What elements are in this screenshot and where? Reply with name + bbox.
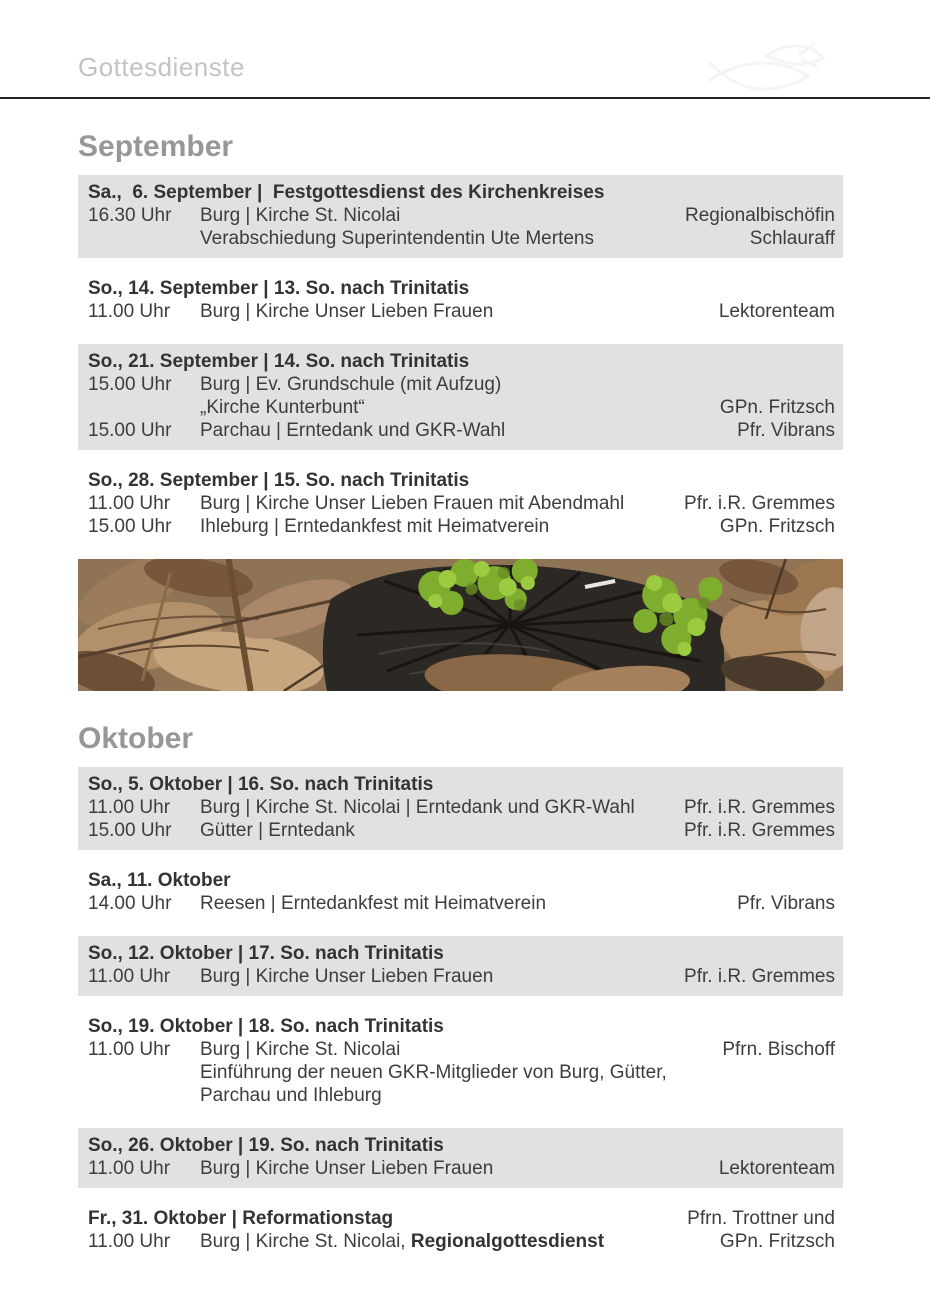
event-leader: Lektorenteam <box>718 301 835 322</box>
event-row <box>88 1038 835 1061</box>
event-date-title: So., 12. Oktober | 17. So. nach Trinitatis <box>88 943 444 964</box>
event-block <box>78 344 843 450</box>
event-block <box>78 271 843 331</box>
event-description-text: Gütter | Erntedank <box>200 820 355 841</box>
event-description-text: Burg | Kirche St. Nicolai | Erntedank und GKR-Wahl <box>200 797 635 818</box>
event-description-text: Burg | Kirche St. Nicolai <box>200 205 401 226</box>
event-description <box>200 1230 720 1253</box>
event-time: 15.00 Uhr <box>88 420 172 441</box>
event-leader: Pfrn. Bischoff <box>722 1039 835 1060</box>
event-description <box>200 492 684 515</box>
event-date-title: So., 5. Oktober | 16. So. nach Trinitatis <box>88 774 434 795</box>
event-time <box>88 1061 200 1084</box>
event-row <box>88 796 835 819</box>
event-block <box>78 863 843 923</box>
event-row <box>88 819 835 842</box>
event-leader: Pfr. i.R. Gremmes <box>684 493 835 514</box>
event-date-title: Fr., 31. Oktober | Reformationstag <box>88 1208 394 1229</box>
event-time: 15.00 Uhr <box>88 820 172 841</box>
event-block <box>78 1128 843 1188</box>
event-row <box>88 396 835 419</box>
event-description-text: Burg | Ev. Grundschule (mit Aufzug) <box>200 374 502 395</box>
event-leader: Pfr. i.R. Gremmes <box>684 797 835 818</box>
event-block <box>78 463 843 546</box>
event-description <box>200 515 720 538</box>
event-row <box>88 515 835 538</box>
event-description <box>200 796 684 819</box>
event-time: 11.00 Uhr <box>88 1231 171 1252</box>
event-description <box>200 373 835 396</box>
event-description <box>200 892 737 915</box>
event-block <box>78 1009 843 1115</box>
event-description <box>200 1061 835 1084</box>
event-row <box>88 227 835 250</box>
event-time <box>88 396 200 419</box>
schedule-content <box>78 129 843 1261</box>
forest-floor-moss-stump-photo <box>78 559 843 691</box>
event-date-title: Sa., 11. Oktober <box>88 870 231 891</box>
event-description <box>200 1157 719 1180</box>
event-description-text: „Kirche Kunterbunt“ <box>200 397 365 418</box>
event-leader: Schlauraff <box>749 228 835 249</box>
event-leader: Pfr. i.R. Gremmes <box>684 966 835 987</box>
event-row <box>88 204 835 227</box>
event-block <box>78 1201 843 1261</box>
event-leader: Pfr. i.R. Gremmes <box>684 820 835 841</box>
event-description <box>200 300 719 323</box>
event-leader: Pfr. Vibrans <box>737 420 835 441</box>
event-description-bold: Regionalgottesdienst <box>410 1231 605 1252</box>
event-description-text: Einführung der neuen GKR-Mitglieder von Burg, Gütter, <box>200 1062 667 1083</box>
event-date-title: So., 21. September | 14. So. nach Trinitatis <box>88 351 470 372</box>
event-row <box>88 892 835 915</box>
event-row <box>88 1230 835 1253</box>
event-time: 11.00 Uhr <box>88 1158 171 1179</box>
event-block <box>78 936 843 996</box>
event-row <box>88 1061 835 1084</box>
event-date-title: So., 19. Oktober | 18. So. nach Trinitatis <box>88 1016 444 1037</box>
event-description-text: Verabschiedung Superintendentin Ute Mertens <box>200 228 594 249</box>
event-time: 11.00 Uhr <box>88 797 171 818</box>
event-description-text: Burg | Kirche Unser Lieben Frauen <box>200 1158 494 1179</box>
event-description <box>200 1038 722 1061</box>
page-title: Gottesdienste <box>78 52 245 82</box>
ichthys-fish-icon <box>696 36 826 99</box>
event-time: 14.00 Uhr <box>88 893 172 914</box>
event-description-text: Burg | Kirche Unser Lieben Frauen <box>200 301 494 322</box>
event-row <box>88 1157 835 1180</box>
event-time <box>88 227 200 250</box>
event-time: 11.00 Uhr <box>88 493 171 514</box>
event-date-title: So., 28. September | 15. So. nach Trinitatis <box>88 470 470 491</box>
event-time: 11.00 Uhr <box>88 1039 171 1060</box>
event-description-text: Ihleburg | Erntedankfest mit Heimatverein <box>200 516 550 537</box>
event-date-title: Sa., 6. September | Festgottesdienst des Kirchenkreises <box>88 182 605 203</box>
event-description <box>200 396 720 419</box>
event-description-text: Parchau und Ihleburg <box>200 1085 382 1106</box>
event-description-text: Burg | Kirche St. Nicolai, <box>200 1231 411 1252</box>
event-description-text: Parchau | Erntedank und GKR-Wahl <box>200 420 506 441</box>
event-description-text: Burg | Kirche Unser Lieben Frauen <box>200 966 494 987</box>
event-description-text: Burg | Kirche Unser Lieben Frauen mit Abendmahl <box>200 493 625 514</box>
event-description-text: Reesen | Erntedankfest mit Heimatverein <box>200 893 547 914</box>
event-time: 11.00 Uhr <box>88 301 171 322</box>
event-time: 15.00 Uhr <box>88 516 172 537</box>
event-row <box>88 492 835 515</box>
event-time: 16.30 Uhr <box>88 205 172 226</box>
event-description <box>200 227 750 250</box>
event-leader: GPn. Fritzsch <box>719 516 835 537</box>
events-oktober <box>78 767 843 1261</box>
event-leader: Pfrn. Trottner und <box>687 1208 835 1229</box>
event-block <box>78 175 843 258</box>
event-time: 11.00 Uhr <box>88 966 171 987</box>
event-description <box>200 819 684 842</box>
month-heading-september: September <box>78 130 234 163</box>
event-description <box>200 204 685 227</box>
event-time: 15.00 Uhr <box>88 374 172 395</box>
section-september <box>78 129 843 546</box>
event-leader: GPn. Fritzsch <box>719 397 835 418</box>
event-row <box>88 373 835 396</box>
page-header <box>0 0 930 99</box>
section-oktober <box>78 721 843 1261</box>
event-time <box>88 1084 200 1107</box>
event-row <box>88 419 835 442</box>
event-date-title: So., 26. Oktober | 19. So. nach Trinitatis <box>88 1135 444 1156</box>
event-row <box>88 1084 835 1107</box>
event-description <box>200 1084 835 1107</box>
event-description <box>200 965 684 988</box>
event-leader: Lektorenteam <box>718 1158 835 1179</box>
event-block <box>78 767 843 850</box>
events-september <box>78 175 843 546</box>
event-description-text: Burg | Kirche St. Nicolai <box>200 1039 401 1060</box>
event-leader: Pfr. Vibrans <box>737 893 835 914</box>
month-heading-oktober: Oktober <box>78 722 194 755</box>
event-row <box>88 300 835 323</box>
event-leader: GPn. Fritzsch <box>719 1231 835 1252</box>
event-row <box>88 965 835 988</box>
event-leader: Regionalbischöfin <box>685 205 835 226</box>
event-date-title: So., 14. September | 13. So. nach Trinitatis <box>88 278 470 299</box>
event-description <box>200 419 737 442</box>
